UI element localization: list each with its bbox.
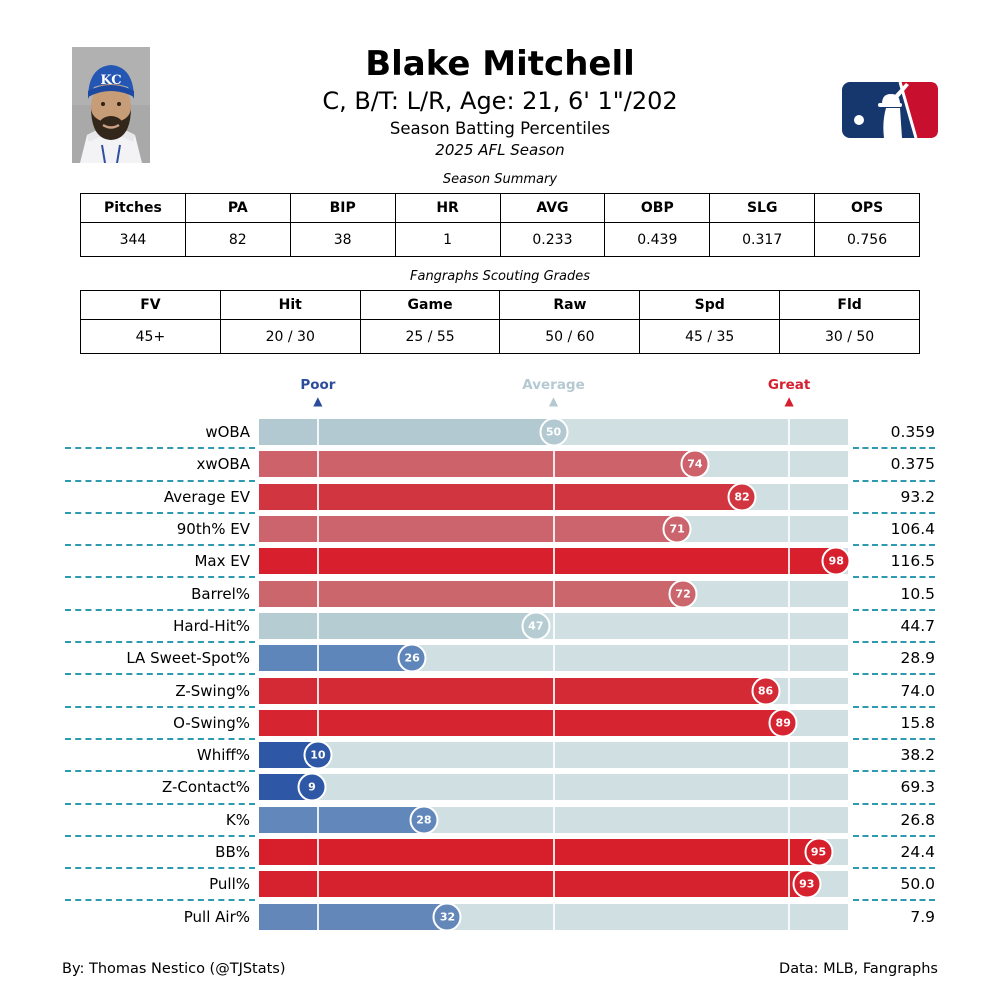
percentile-track — [259, 807, 848, 833]
gridline — [788, 645, 790, 671]
percentile-badge: 9 — [298, 773, 327, 802]
gridline — [553, 807, 555, 833]
percentile-row — [65, 771, 935, 803]
percentile-track — [259, 451, 848, 477]
gridline — [317, 548, 319, 574]
table-value-row — [81, 320, 920, 354]
metric-value: 26.8 — [900, 810, 935, 829]
metric-value: 116.5 — [890, 552, 935, 571]
percentile-fill — [259, 807, 424, 833]
gridline — [788, 484, 790, 510]
percentile-fill — [259, 678, 766, 704]
table-value-cell: 0.756 — [815, 223, 920, 257]
percentile-fill — [259, 419, 554, 445]
table-header-cell: HR — [395, 194, 500, 223]
scouting-grades-table — [80, 290, 920, 354]
percentile-badge: 89 — [769, 708, 798, 737]
percentile-track — [259, 710, 848, 736]
percentile-track — [259, 678, 848, 704]
gridline — [317, 871, 319, 897]
percentile-fill — [259, 839, 819, 865]
table-value-cell: 0.233 — [500, 223, 605, 257]
cap-logo-text: KC — [100, 73, 122, 88]
percentile-row — [65, 900, 935, 932]
metric-value: 74.0 — [900, 681, 935, 700]
table-header-cell: Fld — [780, 291, 920, 320]
season-summary-table — [80, 193, 920, 257]
percentile-track — [259, 645, 848, 671]
table-value-cell: 344 — [81, 223, 186, 257]
gridline — [317, 807, 319, 833]
metric-label: wOBA — [205, 423, 250, 442]
metric-value: 0.375 — [890, 455, 935, 474]
table-value-cell: 50 / 60 — [500, 320, 640, 354]
percentile-badge: 71 — [663, 515, 692, 544]
percentile-badge: 50 — [539, 418, 568, 447]
gridline — [553, 678, 555, 704]
table-header-cell: PA — [185, 194, 290, 223]
percentile-track — [259, 581, 848, 607]
player-bio-line: C, B/T: L/R, Age: 21, 6' 1"/202 — [322, 87, 678, 116]
gridline — [553, 516, 555, 542]
table-header-cell: Spd — [640, 291, 780, 320]
table-value-cell: 38 — [290, 223, 395, 257]
gridline — [553, 710, 555, 736]
credit-author: By: Thomas Nestico (@TJStats) — [62, 961, 286, 977]
page-title: Blake Mitchell — [365, 44, 635, 84]
table-value-cell: 45+ — [81, 320, 221, 354]
percentile-row — [65, 868, 935, 900]
percentile-badge: 26 — [398, 644, 427, 673]
percentile-fill — [259, 451, 695, 477]
percentile-row — [65, 577, 935, 609]
metric-label: Max EV — [194, 552, 250, 571]
metric-label: Z-Swing% — [175, 681, 250, 700]
percentile-row — [65, 836, 935, 868]
metric-label: K% — [225, 810, 250, 829]
gridline — [788, 548, 790, 574]
metric-label: Pull% — [209, 875, 250, 894]
table-header-cell: Pitches — [81, 194, 186, 223]
legend-item-average — [522, 378, 585, 408]
table-value-cell: 82 — [185, 223, 290, 257]
percentile-badge: 10 — [303, 741, 332, 770]
percentile-row — [65, 642, 935, 674]
metric-value: 10.5 — [900, 584, 935, 603]
percentile-badge: 93 — [792, 870, 821, 899]
table-header-row — [81, 194, 920, 223]
percentile-row — [65, 448, 935, 480]
percentile-fill — [259, 548, 836, 574]
gridline — [788, 839, 790, 865]
table-value-cell: 0.317 — [710, 223, 815, 257]
percentile-track — [259, 516, 848, 542]
metric-value: 50.0 — [900, 875, 935, 894]
metric-value: 69.3 — [900, 778, 935, 797]
metric-label: BB% — [215, 843, 250, 861]
mlb-logo-icon — [842, 82, 940, 140]
gridline — [317, 516, 319, 542]
gridline — [788, 774, 790, 800]
percentile-badge: 28 — [409, 805, 438, 834]
metric-value: 0.359 — [890, 423, 935, 442]
gridline — [788, 742, 790, 768]
gridline — [788, 613, 790, 639]
gridline — [788, 871, 790, 897]
gridline — [788, 451, 790, 477]
table-header-cell: AVG — [500, 194, 605, 223]
metric-label: LA Sweet-Spot% — [126, 649, 250, 668]
percentile-badge: 82 — [727, 482, 756, 511]
gridline — [553, 871, 555, 897]
gridline — [788, 419, 790, 445]
legend-triangle-icon: ▲ — [548, 394, 559, 408]
gridline — [317, 678, 319, 704]
legend-item-great — [768, 378, 810, 408]
percentile-fill — [259, 904, 447, 930]
percentile-badge: 98 — [822, 547, 851, 576]
gridline — [788, 807, 790, 833]
percentile-badge: 32 — [433, 902, 462, 931]
metric-label: Hard-Hit% — [173, 616, 250, 635]
metric-value: 15.8 — [900, 713, 935, 732]
percentile-row — [65, 674, 935, 706]
percentile-fill — [259, 581, 683, 607]
percentile-row — [65, 416, 935, 448]
percentile-fill — [259, 871, 807, 897]
percentile-track — [259, 742, 848, 768]
metric-label: Whiff% — [196, 746, 250, 765]
table-header-cell: Game — [360, 291, 500, 320]
metric-label: Average EV — [163, 487, 250, 506]
table-value-cell: 30 / 50 — [780, 320, 920, 354]
gridline — [317, 904, 319, 930]
metric-value: 44.7 — [900, 616, 935, 635]
percentile-badge: 95 — [804, 838, 833, 867]
metric-value: 7.9 — [910, 907, 935, 926]
percentile-row — [65, 481, 935, 513]
table-header-cell: Hit — [220, 291, 360, 320]
gridline — [317, 645, 319, 671]
legend-label: Great — [767, 377, 811, 393]
percentile-track — [259, 904, 848, 930]
percentile-track — [259, 774, 848, 800]
legend-label: Poor — [300, 377, 336, 393]
percentile-row — [65, 739, 935, 771]
legend-label: Average — [522, 377, 585, 393]
percentile-track — [259, 613, 848, 639]
metric-value: 24.4 — [900, 843, 935, 861]
season-summary-caption: Season Summary — [442, 172, 558, 187]
gridline — [788, 904, 790, 930]
table-header-cell: SLG — [710, 194, 815, 223]
table-value-cell: 45 / 35 — [640, 320, 780, 354]
metric-label: 90th% EV — [176, 520, 250, 539]
percentile-badge: 72 — [669, 579, 698, 608]
scouting-grades-caption: Fangraphs Scouting Grades — [410, 269, 590, 284]
percentile-fill — [259, 516, 677, 542]
percentile-chart — [65, 416, 935, 933]
gridline — [553, 839, 555, 865]
table-header-cell: Raw — [500, 291, 640, 320]
percentile-badge: 47 — [521, 611, 550, 640]
percentile-track — [259, 419, 848, 445]
chart-title: Season Batting Percentiles — [389, 119, 611, 139]
table-value-cell: 0.439 — [605, 223, 710, 257]
table-value-cell: 25 / 55 — [360, 320, 500, 354]
legend-item-poor — [300, 378, 335, 408]
table-value-cell: 20 / 30 — [220, 320, 360, 354]
metric-label: Pull Air% — [183, 907, 250, 926]
season-label: 2025 AFL Season — [435, 140, 565, 159]
gridline — [553, 581, 555, 607]
gridline — [317, 613, 319, 639]
metric-value: 93.2 — [900, 487, 935, 506]
gridline — [317, 839, 319, 865]
table-header-cell: OPS — [815, 194, 920, 223]
metric-value: 28.9 — [900, 649, 935, 668]
gridline — [553, 774, 555, 800]
metric-value: 38.2 — [900, 746, 935, 765]
metric-label: xwOBA — [196, 455, 250, 474]
percentile-row — [65, 513, 935, 545]
percentile-badge: 74 — [680, 450, 709, 479]
metric-label: Z-Contact% — [161, 778, 250, 797]
gridline — [317, 451, 319, 477]
percentile-row — [65, 707, 935, 739]
gridline — [317, 581, 319, 607]
percentile-badge: 86 — [751, 676, 780, 705]
gridline — [788, 581, 790, 607]
metric-value: 106.4 — [890, 520, 935, 539]
table-header-row — [81, 291, 920, 320]
gridline — [317, 484, 319, 510]
credit-data: Data: MLB, Fangraphs — [779, 961, 938, 977]
gridline — [317, 710, 319, 736]
gridline — [317, 419, 319, 445]
metric-label: O-Swing% — [173, 713, 250, 732]
percentile-track — [259, 484, 848, 510]
legend-triangle-icon: ▲ — [784, 394, 794, 408]
percentile-track — [259, 839, 848, 865]
table-header-cell: FV — [81, 291, 221, 320]
percentile-row — [65, 610, 935, 642]
gridline — [553, 645, 555, 671]
percentile-row — [65, 545, 935, 577]
legend-triangle-icon: ▲ — [313, 394, 323, 408]
table-header-cell: OBP — [605, 194, 710, 223]
gridline — [553, 484, 555, 510]
metric-label: Barrel% — [191, 584, 250, 603]
percentile-row — [65, 804, 935, 836]
percentile-fill — [259, 484, 742, 510]
percentile-track — [259, 871, 848, 897]
percentile-track — [259, 548, 848, 574]
percentile-fill — [259, 613, 536, 639]
table-header-cell: BIP — [290, 194, 395, 223]
percentile-fill — [259, 710, 783, 736]
percentile-fill — [259, 645, 412, 671]
table-value-cell: 1 — [395, 223, 500, 257]
gridline — [788, 516, 790, 542]
gridline — [788, 678, 790, 704]
gridline — [553, 548, 555, 574]
gridline — [553, 904, 555, 930]
table-value-row — [81, 223, 920, 257]
gridline — [553, 742, 555, 768]
percentile-legend — [65, 378, 935, 414]
gridline — [553, 613, 555, 639]
gridline — [553, 451, 555, 477]
